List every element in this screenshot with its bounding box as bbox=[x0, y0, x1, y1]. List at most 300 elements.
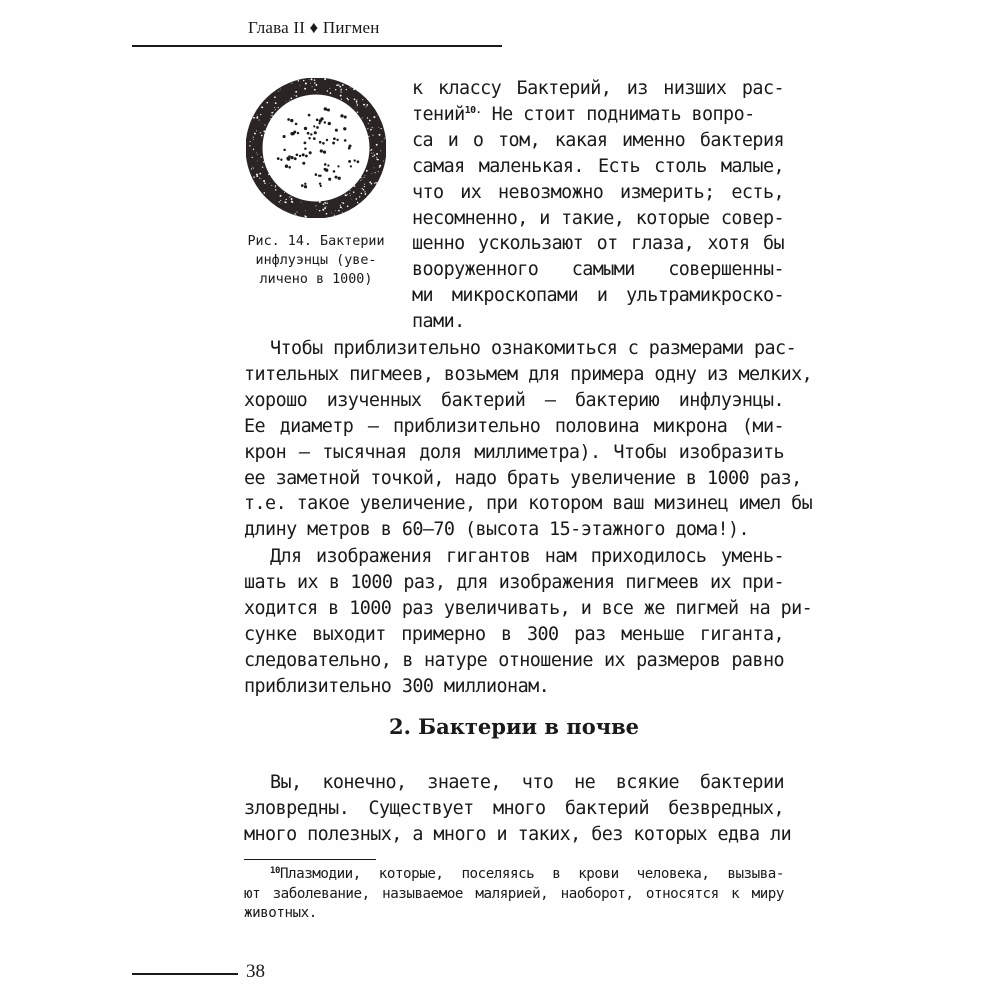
ring-grain bbox=[305, 210, 306, 211]
ring-grain bbox=[324, 202, 326, 204]
ring-grain bbox=[281, 203, 282, 204]
ring-grain bbox=[260, 133, 261, 134]
ring-grain bbox=[280, 195, 282, 197]
page-number: 38 bbox=[246, 961, 265, 982]
bacterium-dot bbox=[277, 157, 280, 160]
paragraph bbox=[244, 544, 813, 699]
bacterium-dot bbox=[297, 132, 299, 134]
ring-grain bbox=[376, 157, 377, 158]
ring-grain bbox=[305, 216, 306, 217]
ring-grain bbox=[347, 99, 348, 100]
text-line: крон — тысячная доля миллиметра). Чтобы изобразить bbox=[244, 441, 784, 463]
ring-grain bbox=[347, 205, 349, 207]
bacterium-dot bbox=[314, 131, 317, 134]
ring-grain bbox=[342, 212, 343, 213]
ring-grain bbox=[311, 78, 313, 80]
ring-grain bbox=[257, 161, 258, 162]
ring-grain bbox=[362, 188, 363, 189]
ring-grain bbox=[315, 205, 316, 206]
ring-grain bbox=[275, 109, 276, 110]
ring-grain bbox=[357, 111, 359, 113]
ring-grain bbox=[284, 201, 286, 203]
ring-grain bbox=[356, 100, 357, 101]
bacterium-dot bbox=[283, 149, 286, 152]
bacterium-dot bbox=[335, 176, 338, 179]
bacterium-dot bbox=[309, 151, 312, 154]
bacterium-dot bbox=[315, 173, 318, 176]
bacterium-dot bbox=[316, 119, 319, 122]
ring-grain bbox=[252, 167, 253, 168]
bacterium-dot bbox=[287, 118, 290, 121]
bacterium-dot bbox=[302, 162, 305, 165]
ring-grain bbox=[345, 195, 347, 197]
ring-grain bbox=[257, 154, 258, 155]
ring-grain bbox=[279, 201, 280, 202]
ring-grain bbox=[261, 135, 263, 137]
ring-grain bbox=[290, 196, 291, 197]
section-heading: 2. Бактерии в почве bbox=[388, 714, 640, 739]
bacterium-dot bbox=[304, 185, 307, 188]
ring-grain bbox=[371, 173, 372, 174]
footnote-line: животных. bbox=[244, 905, 317, 921]
ring-grain bbox=[339, 86, 341, 88]
bacterium-dot bbox=[354, 159, 356, 161]
ring-grain bbox=[275, 186, 276, 187]
ring-grain bbox=[317, 92, 318, 93]
ring-grain bbox=[350, 87, 351, 88]
bacterium-dot bbox=[335, 129, 338, 132]
ring-grain bbox=[334, 215, 335, 216]
ring-grain bbox=[326, 206, 327, 207]
ring-grain bbox=[370, 129, 372, 131]
ring-grain bbox=[351, 199, 352, 200]
ring-grain bbox=[350, 190, 351, 191]
ring-grain bbox=[338, 84, 339, 85]
ring-grain bbox=[275, 189, 276, 190]
ring-grain bbox=[365, 175, 366, 176]
ring-grain bbox=[303, 80, 304, 81]
ring-grain bbox=[314, 79, 316, 81]
ring-grain bbox=[253, 139, 254, 140]
ring-grain bbox=[284, 192, 285, 193]
ring-grain bbox=[373, 116, 375, 118]
ring-grain bbox=[331, 213, 332, 214]
bacterium-dot bbox=[308, 137, 310, 139]
ring-grain bbox=[314, 82, 315, 83]
ring-grain bbox=[249, 145, 250, 146]
ring-grain bbox=[280, 200, 281, 201]
text-line: шать их в 1000 раз, для изображения пигмеев их при- bbox=[244, 571, 784, 593]
bacterium-dot bbox=[344, 115, 347, 118]
footnote-line: $^{10}$Плазмодии, которые, поселяясь в крови человека, вызыва- bbox=[270, 866, 784, 882]
bacterium-dot bbox=[301, 184, 304, 187]
bacterium-dot bbox=[293, 131, 296, 134]
ring-grain bbox=[309, 79, 310, 80]
ring-grain bbox=[256, 174, 258, 176]
text-line: ходится в 1000 раз увеличивать, и все же пигмей на ри- bbox=[244, 597, 813, 619]
ring-grain bbox=[372, 156, 373, 157]
ring-grain bbox=[366, 104, 368, 106]
ring-grain bbox=[264, 183, 265, 184]
ring-grain bbox=[300, 85, 301, 86]
ring-grain bbox=[381, 141, 382, 142]
ring-grain bbox=[340, 206, 342, 208]
ring-grain bbox=[380, 150, 381, 151]
ring-grain bbox=[360, 180, 361, 181]
ring-grain bbox=[326, 202, 327, 203]
text-line: вооруженного самыми совершенны- bbox=[412, 259, 784, 281]
ring-grain bbox=[378, 171, 379, 172]
ring-grain bbox=[256, 175, 258, 177]
ring-grain bbox=[367, 117, 368, 118]
ring-grain bbox=[375, 172, 376, 173]
ring-grain bbox=[358, 203, 359, 204]
ring-grain bbox=[359, 196, 360, 197]
ring-grain bbox=[379, 166, 380, 167]
running-head: Глава II ♦ Пигмен bbox=[248, 18, 380, 37]
ring-grain bbox=[330, 92, 332, 94]
text-line: приблизительно 300 миллионам. bbox=[244, 675, 550, 697]
ring-grain bbox=[385, 138, 386, 139]
bacterium-dot bbox=[348, 160, 351, 163]
ring-grain bbox=[362, 117, 363, 118]
ring-grain bbox=[271, 185, 272, 186]
ring-grain bbox=[364, 184, 365, 185]
ring-grain bbox=[319, 201, 321, 203]
ring-grain bbox=[353, 88, 355, 90]
ring-grain bbox=[301, 202, 302, 203]
ring-grain bbox=[254, 133, 256, 135]
ring-grain bbox=[316, 206, 317, 207]
ring-grain bbox=[369, 120, 371, 122]
ring-grain bbox=[372, 135, 373, 136]
ring-grain bbox=[361, 193, 363, 195]
ring-grain bbox=[364, 177, 365, 178]
text-line: Чтобы приблизительно ознакомиться с размерами рас- bbox=[270, 338, 797, 359]
caption-line: личено в 1000) bbox=[259, 272, 373, 287]
ring-grain bbox=[376, 144, 378, 146]
ring-grain bbox=[343, 202, 345, 204]
bacterium-dot bbox=[327, 109, 330, 112]
ring-grain bbox=[362, 99, 363, 100]
ring-grain bbox=[259, 119, 260, 120]
ring-grain bbox=[256, 130, 257, 131]
ring-grain bbox=[263, 180, 265, 182]
bacterium-dot bbox=[308, 114, 311, 117]
ring-grain bbox=[357, 104, 359, 106]
ring-grain bbox=[338, 210, 340, 212]
ring-grain bbox=[259, 173, 261, 175]
ring-grain bbox=[364, 191, 365, 192]
ring-grain bbox=[376, 153, 378, 155]
bacterium-dot bbox=[288, 155, 290, 157]
bacterium-dot bbox=[333, 137, 336, 140]
ring-grain bbox=[356, 198, 358, 200]
ring-grain bbox=[291, 201, 292, 202]
ring-grain bbox=[379, 127, 380, 128]
bacterium-dot bbox=[302, 153, 305, 156]
ring-grain bbox=[262, 167, 263, 168]
bacterium-dot bbox=[283, 135, 286, 138]
ring-grain bbox=[289, 197, 290, 198]
ring-grain bbox=[340, 90, 341, 91]
text-line: следовательно, в натуре отношение их размеров равно bbox=[244, 649, 784, 671]
bacterium-dot bbox=[323, 150, 326, 153]
ring-grain bbox=[291, 83, 292, 84]
bacteria-micrograph-illustration bbox=[246, 78, 386, 218]
ring-grain bbox=[366, 106, 367, 107]
bacterium-dot bbox=[340, 114, 343, 117]
bacterium-dot bbox=[319, 141, 322, 144]
text-line: зловредны. Существует много бактерий безвредных, bbox=[244, 797, 784, 819]
footnote-separator bbox=[244, 859, 376, 860]
ring-grain bbox=[364, 186, 365, 187]
ring-grain bbox=[340, 205, 341, 206]
ring-grain bbox=[261, 178, 262, 179]
ring-grain bbox=[264, 192, 266, 194]
bacterium-dot bbox=[290, 119, 293, 122]
paragraph bbox=[244, 770, 792, 848]
text-line: Для изображения гигантов нам приходилось умень- bbox=[270, 546, 784, 567]
bacterium-dot bbox=[307, 132, 310, 135]
ring-grain bbox=[271, 112, 273, 114]
ring-grain bbox=[373, 153, 374, 154]
bacterium-dot bbox=[328, 178, 331, 181]
ring-grain bbox=[319, 210, 321, 212]
ring-grain bbox=[298, 80, 299, 81]
ring-grain bbox=[256, 152, 257, 153]
ring-grain bbox=[261, 156, 262, 157]
ring-grain bbox=[341, 99, 342, 100]
ring-grain bbox=[363, 104, 365, 106]
bacterium-dot bbox=[333, 170, 336, 173]
ring-grain bbox=[329, 88, 330, 89]
bacterium-dot bbox=[318, 175, 320, 177]
bacterium-dot bbox=[357, 160, 360, 163]
bacterium-dot bbox=[304, 127, 307, 130]
ring-grain bbox=[340, 91, 341, 92]
ring-grain bbox=[263, 131, 265, 133]
bacterium-dot bbox=[320, 185, 322, 187]
ring-grain bbox=[326, 213, 328, 215]
bacterium-dot bbox=[324, 107, 327, 110]
bacterium-dot bbox=[320, 149, 323, 152]
ring-grain bbox=[277, 107, 278, 108]
ring-grain bbox=[280, 89, 281, 90]
bacterium-dot bbox=[325, 169, 328, 172]
ring-grain bbox=[259, 178, 260, 179]
text-line: Ее диаметр — приблизительно половина микрона (ми- bbox=[244, 415, 784, 437]
figure-14 bbox=[240, 78, 392, 289]
bacterium-dot bbox=[280, 159, 282, 161]
ring-grain bbox=[275, 185, 276, 186]
ring-grain bbox=[360, 177, 361, 178]
bacterium-dot bbox=[320, 117, 323, 120]
ring-grain bbox=[381, 128, 382, 129]
footnote bbox=[244, 865, 784, 924]
ring-grain bbox=[312, 86, 313, 87]
ring-grain bbox=[363, 189, 365, 191]
header-rule bbox=[132, 45, 502, 47]
bacterium-dot bbox=[285, 165, 288, 168]
bacterium-dot bbox=[288, 166, 291, 169]
ring-grain bbox=[375, 182, 377, 184]
ring-grain bbox=[257, 115, 258, 116]
ring-grain bbox=[356, 101, 358, 103]
bacterium-dot bbox=[324, 163, 327, 166]
ring-grain bbox=[374, 167, 375, 168]
bacterium-dot bbox=[322, 142, 325, 145]
text-line: много полезных, а много и таких, без которых едва ли bbox=[244, 823, 792, 845]
footnote-number: 10 bbox=[270, 866, 280, 876]
ring-grain bbox=[327, 90, 328, 91]
bacterium-dot bbox=[287, 158, 290, 161]
text-line: несомненно, и такие, которые совер- bbox=[412, 207, 784, 229]
ring-grain bbox=[253, 177, 254, 178]
ring-grain bbox=[286, 203, 287, 204]
ring-grain bbox=[278, 91, 279, 92]
ring-grain bbox=[366, 170, 368, 172]
text-line: длину метров в 60–70 (высота 15-этажного дома!). bbox=[244, 519, 750, 541]
ring-grain bbox=[296, 215, 297, 216]
bacterium-dot bbox=[326, 139, 328, 141]
ring-grain bbox=[310, 83, 311, 84]
bacterium-dot bbox=[337, 165, 339, 167]
ring-grain bbox=[304, 88, 306, 90]
ring-grain bbox=[377, 159, 379, 161]
bacterium-dot bbox=[295, 123, 298, 126]
ring-grain bbox=[296, 211, 297, 212]
bacterium-dot bbox=[343, 127, 346, 130]
footer-rule bbox=[132, 973, 238, 975]
ring-grain bbox=[286, 101, 287, 102]
ring-grain bbox=[347, 98, 349, 100]
bacterium-dot bbox=[299, 155, 301, 157]
ring-grain bbox=[294, 95, 295, 96]
caption-line: Рис. 14. Бактерии bbox=[247, 234, 385, 249]
bacterium-dot bbox=[332, 142, 335, 145]
bacterium-dot bbox=[336, 139, 338, 141]
ring-grain bbox=[340, 95, 342, 97]
ring-grain bbox=[336, 84, 338, 86]
text-line: хорошо изученных бактерий — бактерию инфлуэнцы. bbox=[244, 389, 784, 411]
ring-grain bbox=[342, 202, 343, 203]
ring-grain bbox=[377, 115, 378, 116]
bacterium-dot bbox=[305, 155, 308, 158]
text-line: тительных пигмеев, возьмем для примера одну из мелких, bbox=[244, 363, 813, 385]
ring-grain bbox=[271, 115, 272, 116]
ring-grain bbox=[342, 208, 343, 209]
footnote-ref[interactable]: 10. bbox=[464, 104, 482, 116]
text-line: са и о том, какая именно бактерия bbox=[412, 129, 784, 151]
ring-grain bbox=[291, 198, 293, 200]
bacterium-dot bbox=[294, 157, 297, 160]
bacterium-dot bbox=[313, 137, 316, 140]
ring-grain bbox=[266, 102, 268, 104]
ring-grain bbox=[274, 107, 275, 108]
ring-grain bbox=[371, 183, 373, 185]
ring-grain bbox=[289, 100, 290, 101]
ring-grain bbox=[253, 137, 254, 138]
ring-grain bbox=[335, 89, 336, 90]
figure-caption bbox=[240, 232, 392, 289]
ring-grain bbox=[269, 183, 270, 184]
text-line: т.е. такое увеличение, при котором ваш мизинец имел бы bbox=[244, 493, 813, 515]
bacterium-dot bbox=[350, 165, 352, 167]
ring-grain bbox=[251, 168, 252, 169]
footnote-line: ют заболевание, называемое малярией, наоборот, относятся к миру bbox=[244, 885, 784, 902]
paragraph bbox=[244, 336, 813, 543]
ring-grain bbox=[322, 209, 324, 211]
ring-grain bbox=[384, 139, 385, 140]
ring-grain bbox=[370, 150, 371, 151]
bacterium-dot bbox=[348, 144, 351, 147]
ring-grain bbox=[260, 114, 261, 115]
ring-grain bbox=[368, 123, 369, 124]
bacterium-dot bbox=[296, 154, 299, 157]
ring-grain bbox=[368, 136, 369, 137]
ring-grain bbox=[250, 141, 251, 142]
ring-grain bbox=[354, 98, 356, 100]
ring-grain bbox=[324, 207, 326, 209]
ring-grain bbox=[346, 89, 347, 90]
ring-grain bbox=[257, 116, 258, 117]
ring-grain bbox=[268, 174, 269, 175]
bacterium-dot bbox=[327, 164, 329, 166]
ring-grain bbox=[315, 84, 317, 86]
ring-grain bbox=[295, 91, 297, 93]
text-line: ми микроскопами и ультрамикроско- bbox=[412, 285, 784, 307]
ring-grain bbox=[349, 193, 350, 194]
bacterium-dot bbox=[304, 148, 306, 150]
text-line: к классу Бактерий, из низших рас- bbox=[412, 78, 784, 99]
ring-grain bbox=[274, 96, 276, 98]
ring-grain bbox=[353, 191, 355, 193]
ring-grain bbox=[253, 117, 255, 119]
ring-grain bbox=[356, 103, 357, 104]
ring-grain bbox=[357, 202, 358, 203]
ring-grain bbox=[296, 95, 298, 97]
bacterium-dot bbox=[338, 177, 341, 180]
ring-grain bbox=[275, 102, 277, 104]
bacterium-dot bbox=[344, 139, 347, 142]
ring-grain bbox=[294, 213, 295, 214]
caption-line: инфлуэнцы (уве- bbox=[255, 253, 377, 268]
bacterium-dot bbox=[304, 183, 306, 185]
ring-grain bbox=[253, 149, 254, 150]
ring-grain bbox=[383, 161, 384, 162]
text-line: сунке выходит примерно в 300 раз меньше гиганта, bbox=[244, 623, 784, 645]
ring-grain bbox=[323, 204, 325, 206]
text-line: Вы, конечно, знаете, что не всякие бактерии bbox=[270, 772, 784, 793]
ring-grain bbox=[314, 89, 316, 91]
bacterium-dot bbox=[313, 125, 315, 127]
bacterium-dot bbox=[290, 156, 293, 159]
ring-grain bbox=[286, 199, 287, 200]
ring-grain bbox=[270, 115, 271, 116]
text-line: самая маленькая. Есть столь малые, bbox=[412, 155, 784, 177]
ring-grain bbox=[290, 97, 292, 99]
ring-grain bbox=[369, 181, 371, 183]
ring-grain bbox=[335, 210, 336, 211]
bacterium-dot bbox=[290, 132, 293, 135]
ring-grain bbox=[356, 108, 357, 109]
ring-grain bbox=[350, 195, 351, 196]
ring-grain bbox=[354, 185, 356, 187]
text-line: ее заметной точкой, надо брать увеличение в 1000 раз, bbox=[244, 467, 802, 489]
ring-grain bbox=[367, 128, 368, 129]
ring-grain bbox=[270, 118, 271, 119]
